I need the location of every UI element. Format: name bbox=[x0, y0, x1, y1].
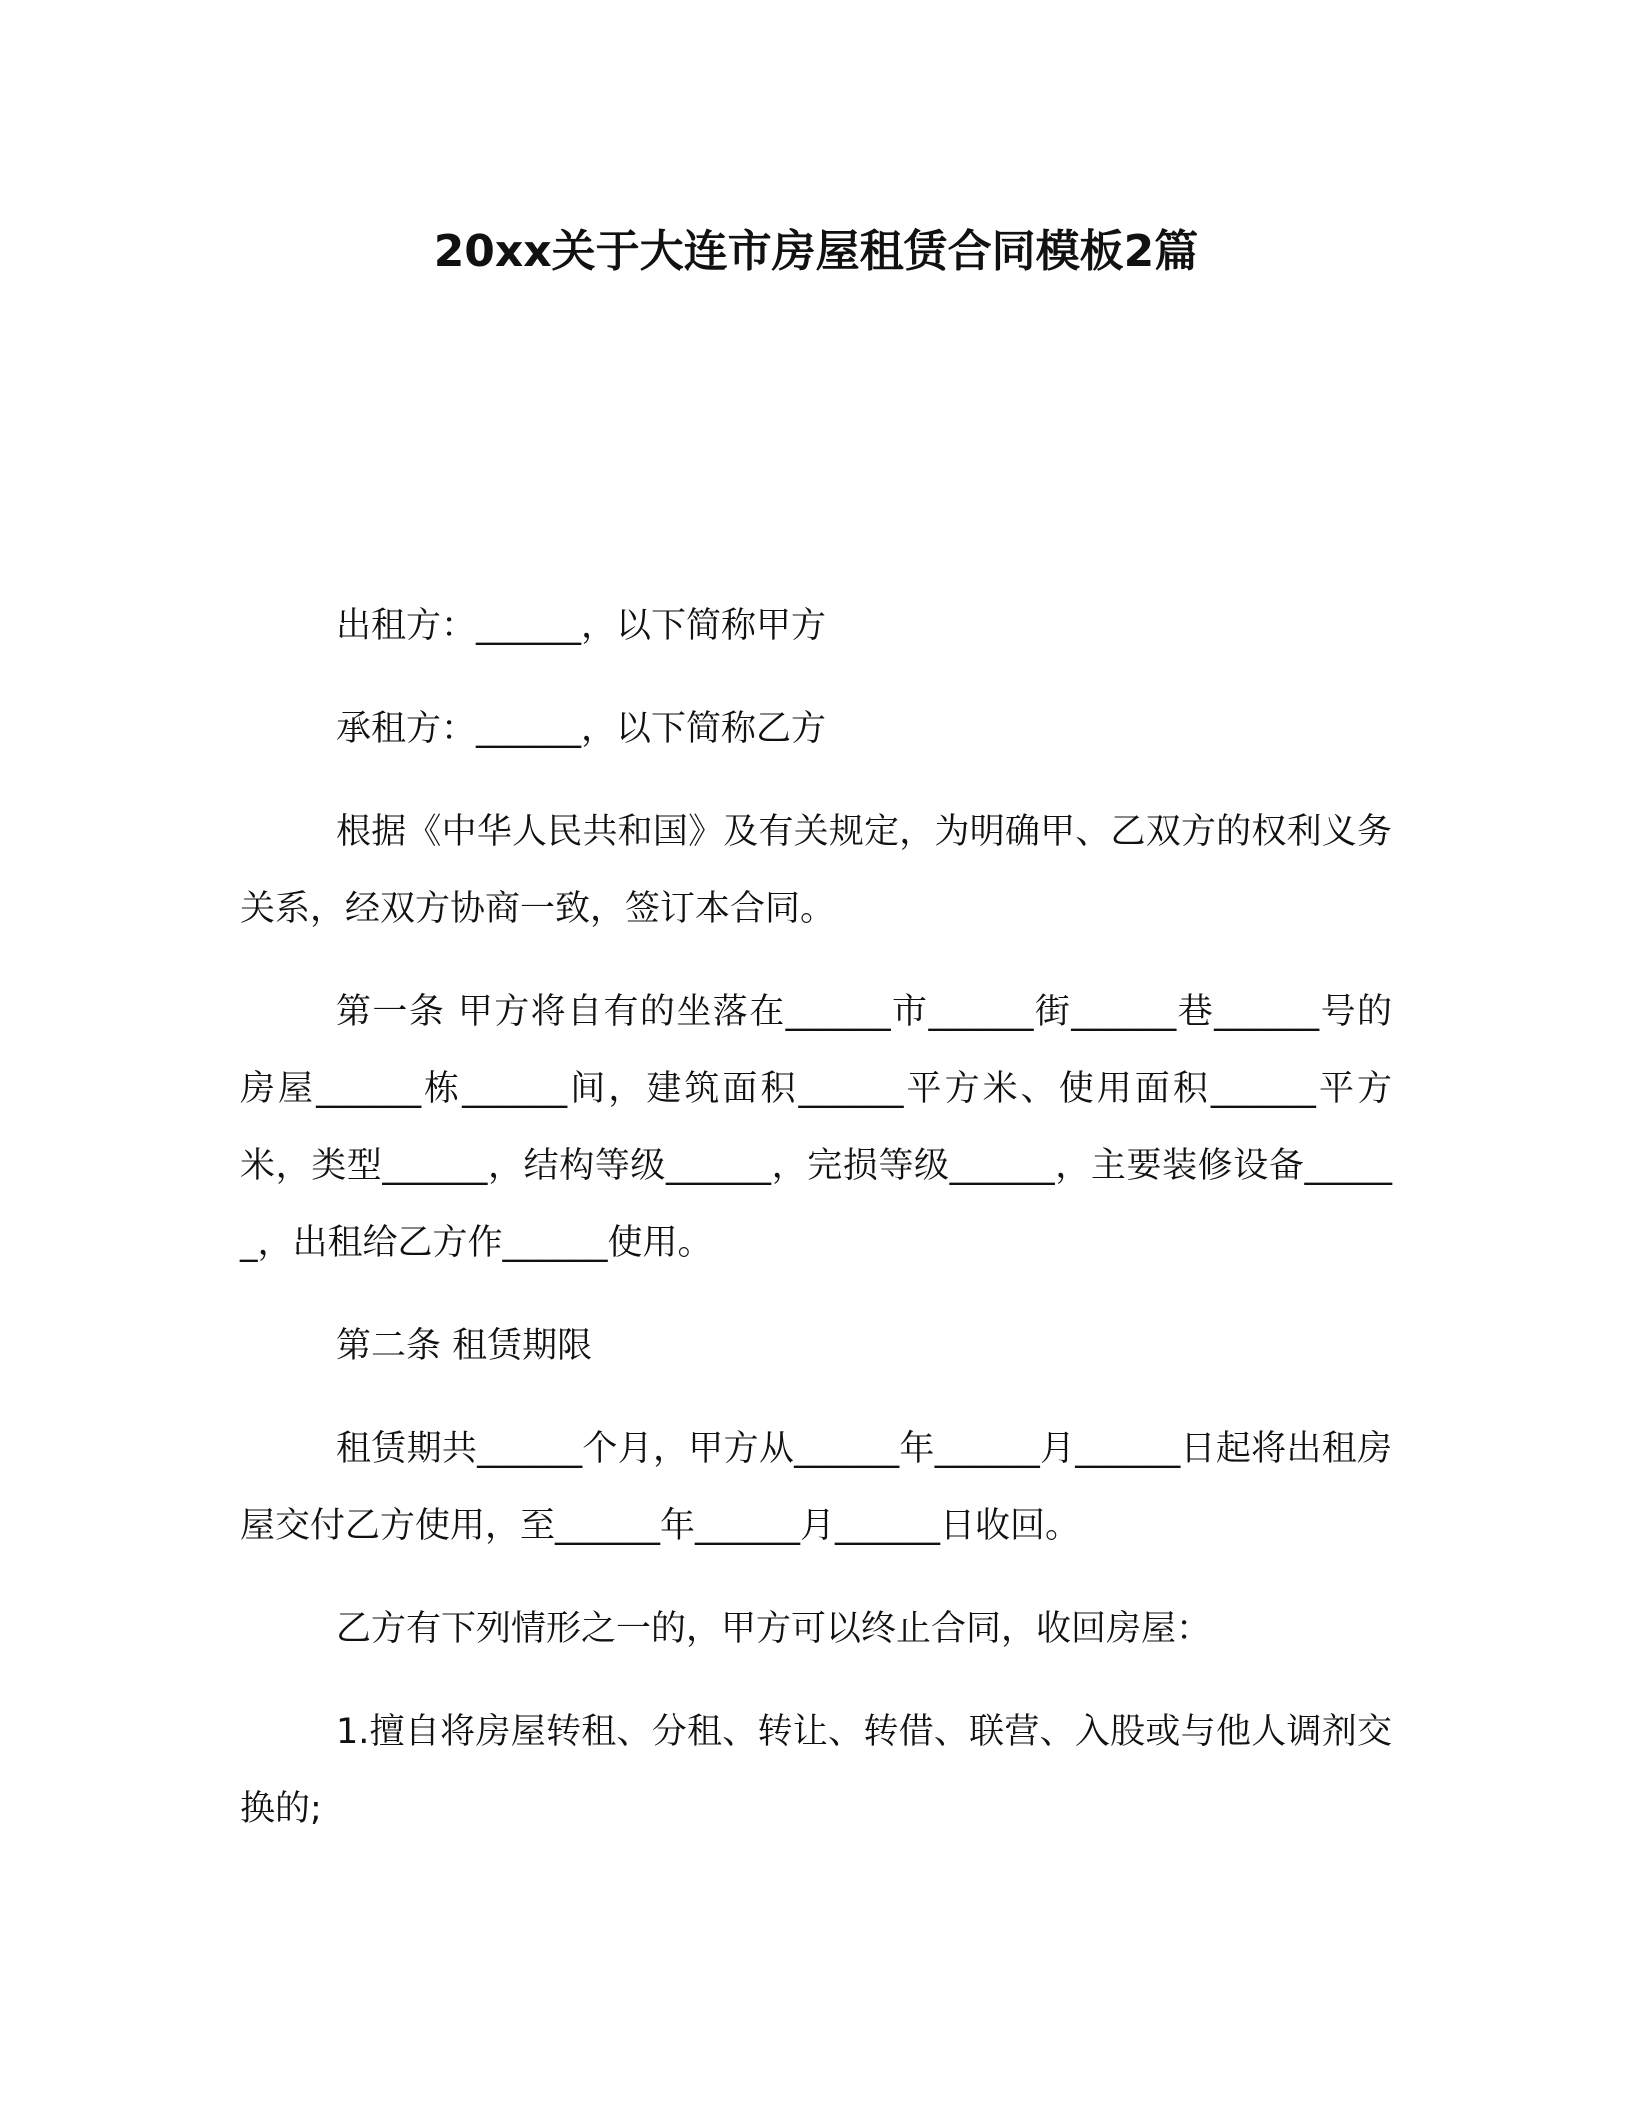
paragraph-lessor: 出租方：______，以下简称甲方 bbox=[336, 606, 827, 646]
paragraph-lessee: 承租方：______，以下简称乙方 bbox=[336, 709, 827, 749]
paragraph-termination-conditions: 乙方有下列情形之一的，甲方可以终止合同，收回房屋： bbox=[336, 1609, 1212, 1649]
paragraph-article-1: 第一条 甲方将自有的坐落在______市______街______巷______号的房屋______栋______间，建筑面积______平方米、使用面积______平方米，类型______，结构等级______，完损等级______，主要装修设备______，出租给乙方作______使用。 bbox=[240, 992, 1392, 1263]
document-title: 20xx关于大连市房屋租赁合同模板2篇 bbox=[433, 226, 1199, 277]
paragraph-lease-term: 租赁期共______个月，甲方从______年______月______日起将出租房屋交付乙方使用，至______年______月______日收回。 bbox=[240, 1429, 1392, 1546]
document-body bbox=[240, 588, 1392, 1874]
paragraph-article-2-heading: 第二条 租赁期限 bbox=[336, 1326, 593, 1366]
paragraph-condition-1: 1.擅自将房屋转租、分租、转让、转借、联营、入股或与他人调剂交换的; bbox=[240, 1712, 1392, 1829]
paragraph-preamble: 根据《中华人民共和国》及有关规定，为明确甲、乙双方的权利义务关系，经双方协商一致，签订本合同。 bbox=[240, 812, 1392, 929]
